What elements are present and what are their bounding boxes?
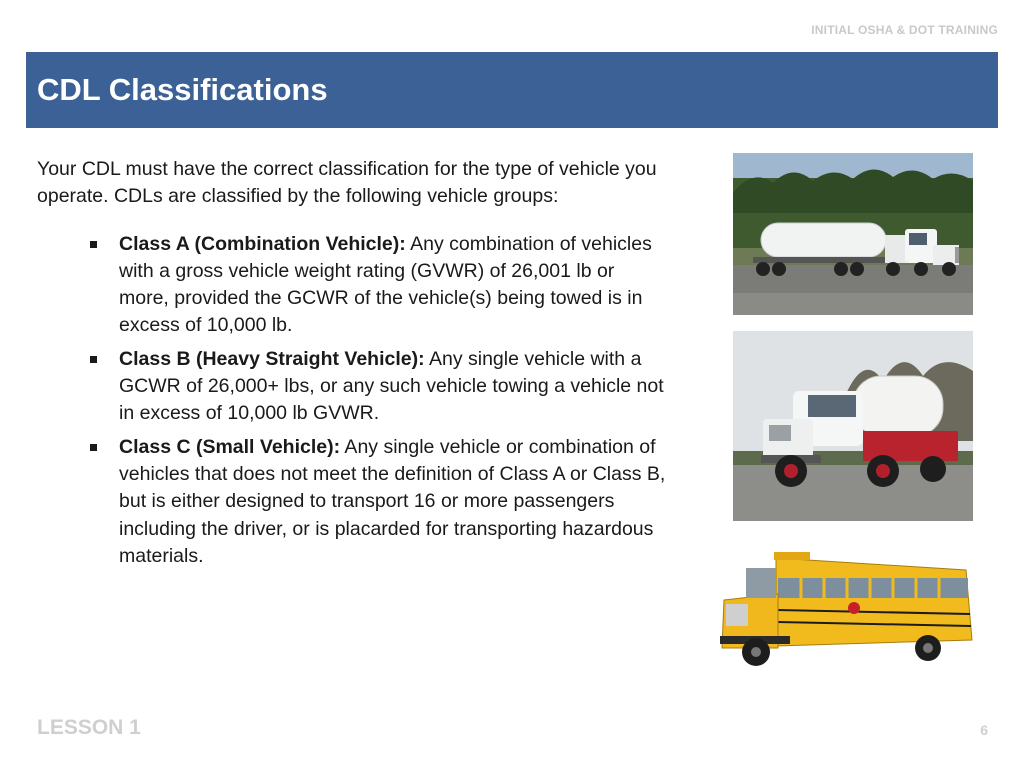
class-a-term: Class A (Combination Vehicle): [119, 232, 406, 255]
course-label: INITIAL OSHA & DOT TRAINING [811, 23, 998, 37]
class-b-text: Any single vehicle with a GCWR of 26,000+ lbs, or any such vehicle towing a vehicle not in excess of 10,000 lb GVWR. [119, 347, 664, 425]
intro-paragraph: Your CDL must have the correct classification for the type of vehicle you operate. CDLs are classified by the following vehicle groups: [37, 158, 657, 208]
propane-truck-photo [733, 331, 973, 521]
slide-title: CDL Classifications [37, 72, 328, 107]
lesson-label: LESSON 1 [37, 716, 141, 739]
list-item-class-b [37, 346, 667, 428]
square-bullet-icon [90, 241, 97, 248]
school-bus-photo [716, 548, 974, 670]
page-number: 6 [980, 722, 988, 738]
class-list [37, 231, 677, 571]
list-item-class-a [37, 231, 667, 340]
title-bar [26, 52, 998, 128]
tanker-truck-photo [733, 153, 973, 315]
slide-content [37, 156, 677, 576]
list-item-class-c [37, 434, 667, 570]
class-c-term: Class C (Small Vehicle): [119, 435, 341, 458]
class-c-text: Any single vehicle or combination of vehicles that does not meet the definition of Class A or Class B, but is either designed to transport 16 or more passengers including the driver, or is placarded for transporting hazardous materials. [119, 435, 666, 567]
class-b-term: Class B (Heavy Straight Vehicle): [119, 347, 425, 370]
class-a-text: Any combination of vehicles with a gross vehicle weight rating (GVWR) of 26,001 lb or more, provided the GCWR of the vehicle(s) being towed is in excess of 10,000 lb. [119, 232, 652, 337]
square-bullet-icon [90, 356, 97, 363]
square-bullet-icon [90, 444, 97, 451]
